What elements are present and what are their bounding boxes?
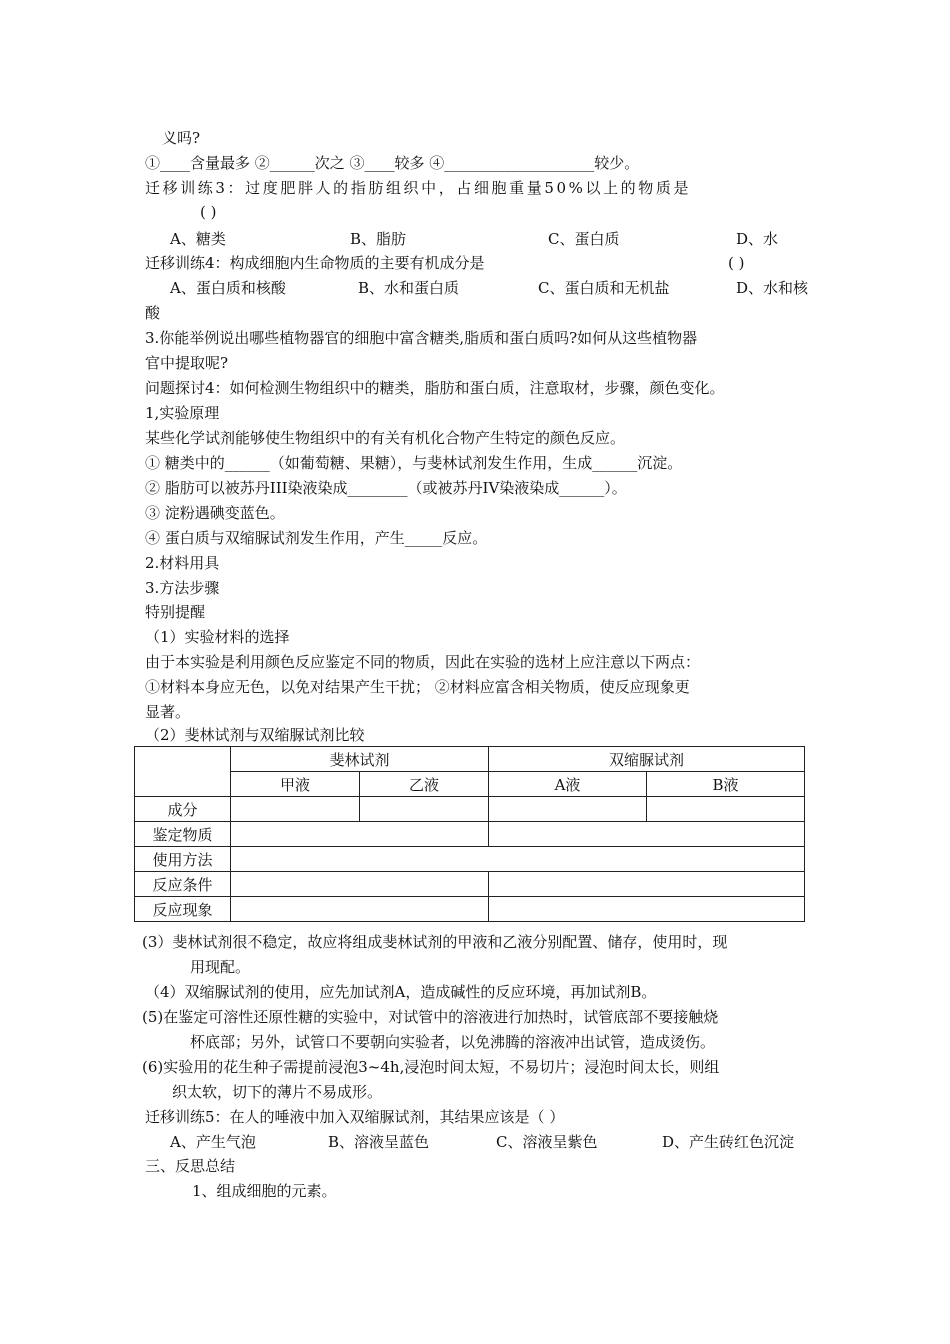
- text-line: 杯底部；另外，试管口不要朝向实验者，以免沸腾的溶液冲出试管，造成烫伤。: [190, 1033, 716, 1051]
- question-4: 迁移训练4：构成细胞内生命物质的主要有机成分是: [145, 254, 485, 272]
- text-line: 酸: [145, 304, 161, 322]
- section-heading: 2.材料用具: [145, 554, 220, 572]
- table-cell: [489, 822, 805, 847]
- table-caption: （2）斐林试剂与双缩脲试剂比较: [145, 726, 365, 744]
- table-cell: [489, 872, 805, 897]
- option-c: C、蛋白质: [548, 230, 620, 248]
- option-d: D、水和核: [736, 279, 809, 297]
- row-label: 反应条件: [135, 872, 231, 897]
- table-cell: [360, 797, 489, 822]
- option-d: D、水: [736, 230, 779, 248]
- table-cell: [647, 797, 805, 822]
- answer-bracket: ( ): [200, 203, 217, 221]
- table-cell: [231, 797, 360, 822]
- option-a: A、蛋白质和核酸: [170, 279, 286, 297]
- row-label: 鉴定物质: [135, 822, 231, 847]
- option-b: B、溶液呈蓝色: [328, 1133, 430, 1151]
- section-heading: 1,实验原理: [145, 404, 220, 422]
- section-heading: 特别提醒: [145, 603, 206, 621]
- option-c: C、溶液呈紫色: [496, 1133, 598, 1151]
- question-4-options: [170, 278, 835, 298]
- question-5: 迁移训练5：在人的唾液中加入双缩脲试剂，其结果应该是（ ）: [145, 1108, 565, 1126]
- text-line: 义吗?: [162, 129, 201, 147]
- section-heading: 三、反思总结: [145, 1157, 236, 1175]
- header-solution-a: 甲液: [231, 772, 360, 797]
- table-row: [135, 797, 805, 822]
- header-biuret-b: B液: [647, 772, 805, 797]
- question-3-options: [170, 229, 835, 249]
- text-line: 用现配。: [190, 958, 251, 976]
- option-b: B、水和蛋白质: [358, 279, 460, 297]
- text-line: ① 糖类中的______（如葡萄糖、果糖），与斐林试剂发生作用，生成______沉淀。: [145, 454, 683, 472]
- row-label: 反应现象: [135, 897, 231, 922]
- table-row: [135, 897, 805, 922]
- table-corner-cell: [135, 747, 231, 797]
- table-row: [135, 872, 805, 897]
- option-a: A、产生气泡: [170, 1133, 256, 1151]
- text-line: 3.你能举例说出哪些植物器官的细胞中富含糖类,脂质和蛋白质吗?如何从这些植物器: [145, 329, 698, 347]
- table-row: [135, 847, 805, 872]
- text-line: ② 脂肪可以被苏丹III染液染成________（或被苏丹IV染液染成______）。: [145, 479, 627, 497]
- text-line: ①材料本身应无色，以免对结果产生干扰； ②材料应富含相关物质，使反应现象更: [145, 678, 690, 696]
- section-heading: 3.方法步骤: [145, 579, 220, 597]
- text-line: (6)实验用的花生种子需提前浸泡3~4h,浸泡时间太短，不易切片；浸泡时间太长，则组: [142, 1058, 720, 1076]
- text-line: 官中提取呢?: [145, 354, 229, 372]
- text-line: ④ 蛋白质与双缩脲试剂发生作用，产生_____反应。: [145, 529, 488, 547]
- answer-bracket: ( ): [728, 254, 745, 272]
- option-a: A、糖类: [170, 230, 226, 248]
- text-line: 某些化学试剂能够使生物组织中的有关有机化合物产生特定的颜色反应。: [145, 429, 626, 447]
- text-line: 织太软，切下的薄片不易成形。: [172, 1083, 383, 1101]
- text-line: 由于本实验是利用颜色反应鉴定不同的物质，因此在实验的选材上应注意以下两点：: [145, 653, 701, 671]
- question-5-options: [170, 1132, 835, 1152]
- text-line: ①____含量最多 ②______次之 ③____较多 ④____________________较少。: [145, 154, 640, 172]
- row-label: 成分: [135, 797, 231, 822]
- table-cell: [489, 797, 647, 822]
- row-label: 使用方法: [135, 847, 231, 872]
- reagent-comparison-table: [134, 746, 805, 922]
- text-line: ③ 淀粉遇碘变蓝色。: [145, 504, 285, 522]
- table-cell: [231, 897, 489, 922]
- table-row: [135, 822, 805, 847]
- header-biuret: 双缩脲试剂: [489, 747, 805, 772]
- question-text: 迁移训练3：过度肥胖人的指肪组织中，占细胞重量50%以上的物质是: [145, 179, 692, 197]
- header-solution-b: 乙液: [360, 772, 489, 797]
- option-d: D、产生砖红色沉淀: [662, 1133, 795, 1151]
- table-cell: [231, 847, 805, 872]
- text-line: 问题探讨4：如何检测生物组织中的糖类，脂肪和蛋白质，注意取材，步骤，颜色变化。: [145, 379, 725, 397]
- table-cell: [489, 897, 805, 922]
- text-line: 1、组成细胞的元素。: [192, 1182, 337, 1200]
- option-c: C、蛋白质和无机盐: [538, 279, 670, 297]
- question-3: [145, 178, 810, 198]
- header-fehling: 斐林试剂: [231, 747, 489, 772]
- header-biuret-a: A液: [489, 772, 647, 797]
- table-cell: [231, 872, 489, 897]
- text-line: （1）实验材料的选择: [145, 628, 290, 646]
- text-line: 显著。: [145, 703, 191, 721]
- text-line: (3）斐林试剂很不稳定，故应将组成斐林试剂的甲液和乙液分别配置、储存，使用时，现: [142, 933, 728, 951]
- option-b: B、脂肪: [350, 230, 407, 248]
- text-line: （4）双缩脲试剂的使用，应先加试剂A，造成碱性的反应环境，再加试剂B。: [145, 983, 657, 1001]
- table-cell: [231, 822, 489, 847]
- text-line: (5)在鉴定可溶性还原性糖的实验中，对试管中的溶液进行加热时，试管底部不要接触烧: [142, 1008, 719, 1026]
